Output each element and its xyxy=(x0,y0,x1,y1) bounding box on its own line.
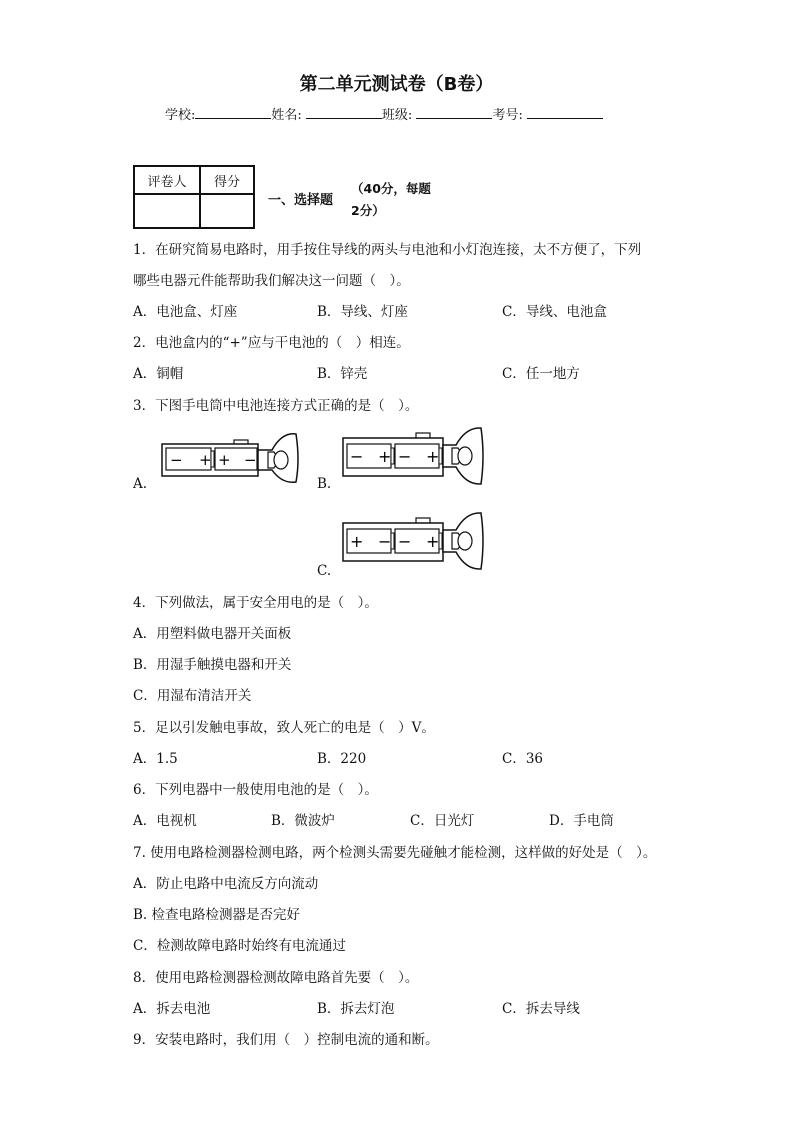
score-cell[interactable] xyxy=(200,194,254,228)
score-table xyxy=(133,165,255,229)
number-blank[interactable] xyxy=(527,106,603,119)
q2-option-b[interactable]: B．锌壳 xyxy=(317,366,368,382)
school-blank[interactable] xyxy=(195,106,271,119)
page-title: 第二单元测试卷（B卷） xyxy=(299,74,494,95)
bulb-glass xyxy=(458,447,472,465)
class-blank[interactable] xyxy=(416,106,492,119)
name-blank[interactable] xyxy=(306,106,382,119)
question-4-stem: 4．下列做法，属于安全用电的是（ ）。 xyxy=(133,595,378,611)
q5-option-b[interactable]: B．220 xyxy=(317,751,367,767)
fc-sign-3: − xyxy=(398,532,412,551)
question-2-stem: 2．电池盒内的“+”应与干电池的（ ）相连。 xyxy=(133,335,410,351)
fb-sign-1: − xyxy=(350,447,364,466)
q1-option-b[interactable]: B．导线、灯座 xyxy=(317,304,408,320)
battery-1-cap xyxy=(391,533,394,549)
section-points: （40分，每题2分） xyxy=(351,181,431,218)
bulb-glass xyxy=(458,532,472,550)
q7-option-b[interactable]: B. 检查电路检测器是否完好 xyxy=(133,907,301,923)
q6-option-c[interactable]: C．日光灯 xyxy=(410,813,475,829)
question-6-stem: 6．下列电器中一般使用电池的是（ ）。 xyxy=(133,782,378,798)
q7-option-a[interactable]: A．防止电路中电流反方向流动 xyxy=(133,876,319,892)
q8-option-b[interactable]: B．拆去灯泡 xyxy=(317,1001,395,1017)
q6-option-d[interactable]: D．手电筒 xyxy=(549,813,614,829)
question-7-stem: 7. 使用电路检测器检测电路，两个检测头需要先碰触才能检测，这样做的好处是（ ）。 xyxy=(133,845,657,861)
question-5-stem: 5．足以引发触电事故，致人死亡的电是（ ）V。 xyxy=(133,720,435,736)
flashlight-b-figure xyxy=(340,425,485,487)
q2-option-c[interactable]: C．任一地方 xyxy=(502,366,580,382)
q7-option-c[interactable]: C．检测故障电路时始终有电流通过 xyxy=(133,938,346,954)
flashlight-a-figure xyxy=(160,430,300,486)
fa-sign-3: + xyxy=(218,451,231,469)
q5-option-c[interactable]: C．36 xyxy=(502,751,544,767)
class-label: 班级: xyxy=(381,108,413,123)
question-1-stem-cont: 哪些电器元件能帮助我们解决这一问题（ ）。 xyxy=(133,273,410,289)
q5-option-a[interactable]: A．1.5 xyxy=(133,751,178,767)
fc-sign-2: − xyxy=(378,532,392,551)
q6-option-a[interactable]: A．电视机 xyxy=(133,813,197,829)
section-title: 一、选择题 xyxy=(268,193,334,208)
grader-header: 评卷人 xyxy=(134,166,200,194)
battery-2-cap xyxy=(439,533,442,549)
name-label: 姓名: xyxy=(271,108,302,123)
q6-option-b[interactable]: B．微波炉 xyxy=(271,813,335,829)
score-header: 得分 xyxy=(200,166,254,194)
battery-1-cap xyxy=(391,448,394,464)
question-8-stem: 8．使用电路检测器检测故障电路首先要（ ）。 xyxy=(133,970,419,986)
q2-option-a[interactable]: A．铜帽 xyxy=(133,366,184,382)
fa-sign-2: + xyxy=(199,451,212,469)
fc-sign-1: + xyxy=(350,532,364,551)
number-label: 考号: xyxy=(492,108,523,123)
flashlight-c-figure xyxy=(340,510,485,572)
fa-sign-4: − xyxy=(244,451,257,469)
fa-sign-1: − xyxy=(170,451,183,469)
q3-option-a[interactable]: A. xyxy=(133,476,148,492)
q4-option-c[interactable]: C．用湿布清洁开关 xyxy=(133,688,252,704)
q1-option-c[interactable]: C．导线、电池盒 xyxy=(502,304,607,320)
grader-cell[interactable] xyxy=(134,194,200,228)
q1-option-a[interactable]: A．电池盒、灯座 xyxy=(133,304,238,320)
q4-option-b[interactable]: B．用湿手触摸电器和开关 xyxy=(133,657,292,673)
student-info-line xyxy=(165,104,603,123)
battery-2-cap xyxy=(439,448,442,464)
question-1-stem: 1．在研究简易电路时，用手按住导线的两头与电池和小灯泡连接，太不方便了，下列 xyxy=(133,242,642,258)
fb-sign-3: − xyxy=(398,447,412,466)
question-3-stem: 3．下图手电筒中电池连接方式正确的是（ ）。 xyxy=(133,398,419,414)
q8-option-a[interactable]: A．拆去电池 xyxy=(133,1001,211,1017)
q3-option-c[interactable]: C. xyxy=(317,563,332,579)
q3-option-b[interactable]: B. xyxy=(317,476,332,492)
question-9-stem: 9．安装电路时，我们用（ ）控制电流的通和断。 xyxy=(133,1032,439,1048)
q4-option-a[interactable]: A．用塑料做电器开关面板 xyxy=(133,626,292,642)
fb-sign-2: + xyxy=(378,447,392,466)
school-label: 学校: xyxy=(165,108,196,123)
q8-option-c[interactable]: C．拆去导线 xyxy=(502,1001,580,1017)
bulb-glass xyxy=(274,451,288,469)
fc-sign-4: + xyxy=(426,532,440,551)
fb-sign-4: + xyxy=(426,447,440,466)
